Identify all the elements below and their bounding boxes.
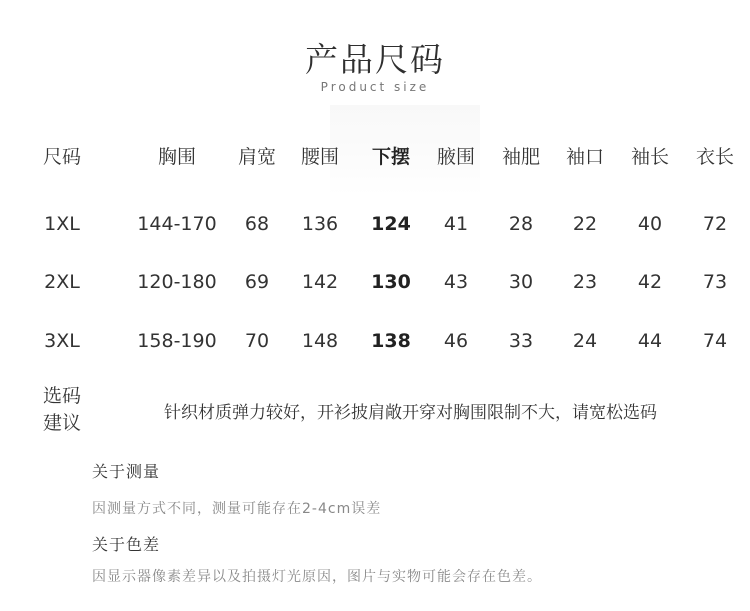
table-cell: 138 [371, 330, 411, 352]
table-cell: 2XL [44, 271, 80, 293]
color-note-text: 因显示器像素差异以及拍摄灯光原因，图片与实物可能会存在色差。 [92, 569, 542, 585]
color-note-heading: 关于色差 [92, 535, 161, 554]
table-cell: 124 [371, 213, 411, 235]
page-title: 产品尺码 [305, 40, 445, 79]
table-cell: 74 [702, 330, 728, 352]
table-cell: 144-170 [137, 213, 217, 235]
table-cell: 120-180 [137, 271, 217, 293]
size-advice-label-line2: 建议 [42, 412, 81, 434]
table-cell: 24 [572, 330, 598, 352]
table-cell: 41 [443, 213, 469, 235]
table-cell: 158-190 [137, 330, 217, 352]
table-cell: 142 [301, 271, 339, 293]
table-cell: 44 [637, 330, 663, 352]
table-cell: 68 [244, 213, 270, 235]
measurement-note-text: 因测量方式不同，测量可能存在2-4cm误差 [92, 501, 382, 517]
column-header-size: 尺码 [42, 146, 82, 168]
column-header-armhole: 腋围 [436, 146, 476, 168]
table-cell: 28 [508, 213, 534, 235]
table-cell: 43 [443, 271, 469, 293]
column-header-chest: 胸围 [157, 146, 197, 168]
table-cell: 136 [301, 213, 339, 235]
table-cell: 40 [637, 213, 663, 235]
table-cell: 148 [301, 330, 339, 352]
size-advice-label-line1: 选码 [42, 385, 81, 407]
table-cell: 69 [244, 271, 270, 293]
table-cell: 3XL [44, 330, 80, 352]
size-advice-text: 针织材质弹力较好，开衫披肩敞开穿对胸围限制不大，请宽松选码 [164, 403, 657, 423]
column-header-cuff: 袖口 [565, 146, 605, 168]
column-header-sleeve-width: 袖肥 [501, 146, 541, 168]
table-cell: 23 [572, 271, 598, 293]
column-header-shoulder: 肩宽 [237, 146, 277, 168]
page-subtitle: Product size [320, 80, 430, 94]
table-cell: 72 [702, 213, 728, 235]
table-cell: 1XL [44, 213, 80, 235]
table-cell: 73 [702, 271, 728, 293]
table-cell: 70 [244, 330, 270, 352]
column-header-sleeve-length: 袖长 [630, 146, 670, 168]
size-advice-label [32, 383, 92, 437]
column-header-hem: 下摆 [371, 146, 411, 168]
column-header-length: 衣长 [695, 146, 735, 168]
table-cell: 30 [508, 271, 534, 293]
table-cell: 22 [572, 213, 598, 235]
table-cell: 42 [637, 271, 663, 293]
table-cell: 130 [371, 271, 411, 293]
table-cell: 46 [443, 330, 469, 352]
measurement-note-heading: 关于测量 [92, 462, 161, 481]
column-header-waist: 腰围 [300, 146, 340, 168]
table-cell: 33 [508, 330, 534, 352]
